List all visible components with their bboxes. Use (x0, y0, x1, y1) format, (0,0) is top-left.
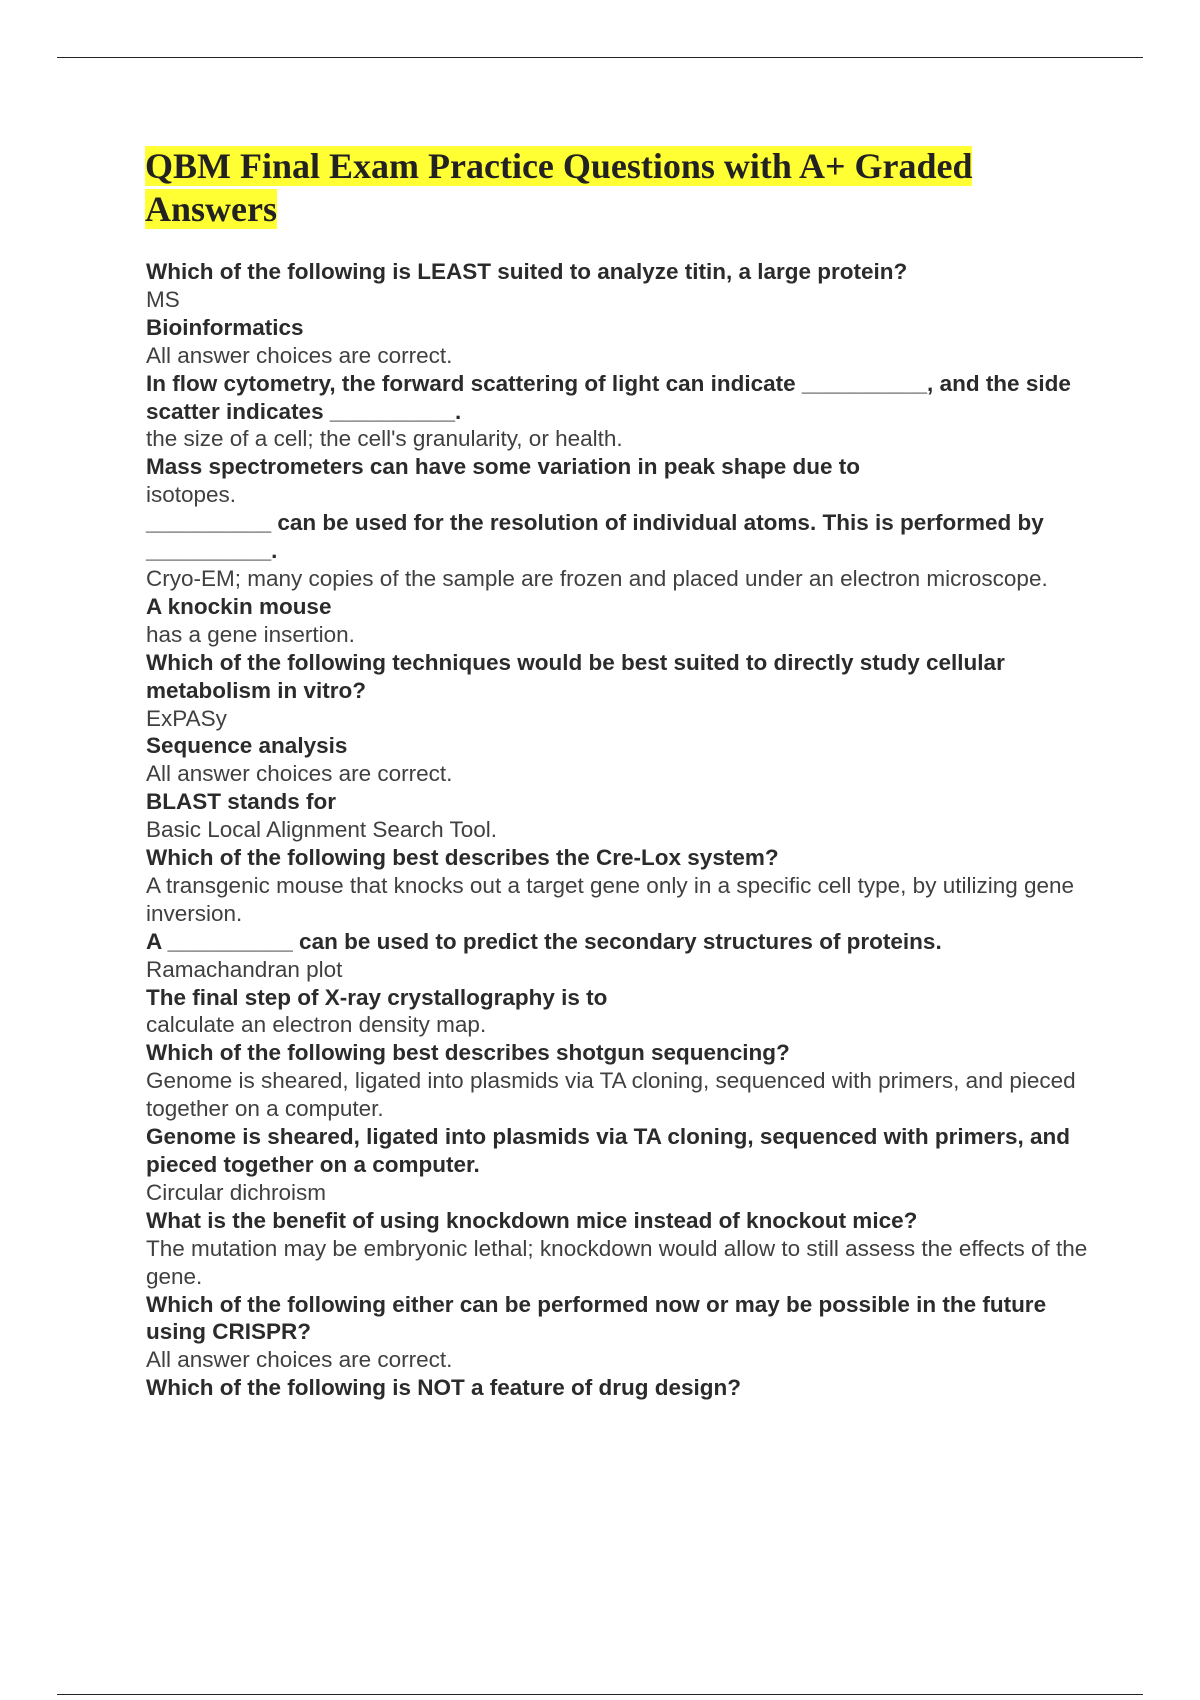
question-8: Sequence analysis (146, 733, 348, 759)
top-horizontal-rule (57, 57, 1143, 58)
answer-5: Cryo-EM; many copies of the sample are frozen and placed under an electron microscope. (146, 565, 1048, 591)
question-14: Genome is sheared, ligated into plasmids via TA cloning, sequenced with primers, and pieced together on a computer. (146, 1124, 1077, 1177)
question-12: The final step of X-ray crystallography is to (146, 984, 608, 1010)
answer-6: has a gene insertion. (146, 621, 355, 647)
question-11: A __________ can be used to predict the secondary structures of proteins. (146, 928, 942, 954)
answer-16: All answer choices are correct. (146, 1347, 453, 1373)
answer-15: The mutation may be embryonic lethal; knockdown would allow to still assess the effects of the gene. (146, 1235, 1094, 1289)
answer-1: MS (146, 286, 180, 312)
question-1: Which of the following is LEAST suited to analyze titin, a large protein? (146, 259, 908, 284)
answer-8: All answer choices are correct. (146, 761, 453, 787)
question-15: What is the benefit of using knockdown mice instead of knockout mice? (146, 1207, 918, 1233)
question-3: In flow cytometry, the forward scattering of light can indicate __________, and the side scatter indicates __________. (146, 370, 1078, 424)
answer-10: A transgenic mouse that knocks out a target gene only in a specific cell type, by utilizing gene inversion. (146, 872, 1081, 926)
question-9: BLAST stands for (146, 789, 337, 815)
answer-14: Circular dichroism (146, 1179, 327, 1205)
answer-2: All answer choices are correct. (146, 342, 453, 368)
bottom-horizontal-rule (57, 1694, 1143, 1695)
question-4: Mass spectrometers can have some variation in peak shape due to (146, 454, 861, 480)
answer-13: Genome is sheared, ligated into plasmids via TA cloning, sequenced with primers, and pieced together on a computer. (146, 1068, 1082, 1122)
question-17: Which of the following is NOT a feature of drug design? (146, 1375, 741, 1401)
question-5: __________ can be used for the resolution of individual atoms. This is performed by __________. (146, 510, 1051, 564)
answer-11: Ramachandran plot (146, 956, 343, 982)
answer-3: the size of a cell; the cell's granularity, or health. (146, 426, 623, 452)
question-13: Which of the following best describes shotgun sequencing? (146, 1040, 790, 1066)
question-2: Bioinformatics (146, 314, 304, 340)
answer-7: ExPASy (146, 705, 227, 731)
answer-12: calculate an electron density map. (146, 1012, 487, 1038)
question-16: Which of the following either can be performed now or may be possible in the future using CRISPR? (146, 1291, 1053, 1345)
question-6: A knockin mouse (146, 593, 332, 619)
page-title (145, 145, 1075, 231)
question-10: Which of the following best describes the Cre-Lox system? (146, 845, 779, 871)
answer-4: isotopes. (146, 482, 237, 508)
answer-9: Basic Local Alignment Search Tool. (146, 817, 498, 843)
question-7: Which of the following techniques would be best suited to directly study cellular metabolism in vitro? (146, 649, 1012, 703)
qa-list (146, 258, 1096, 1402)
page-title-text: QBM Final Exam Practice Questions with A+ Graded Answers (145, 146, 973, 229)
